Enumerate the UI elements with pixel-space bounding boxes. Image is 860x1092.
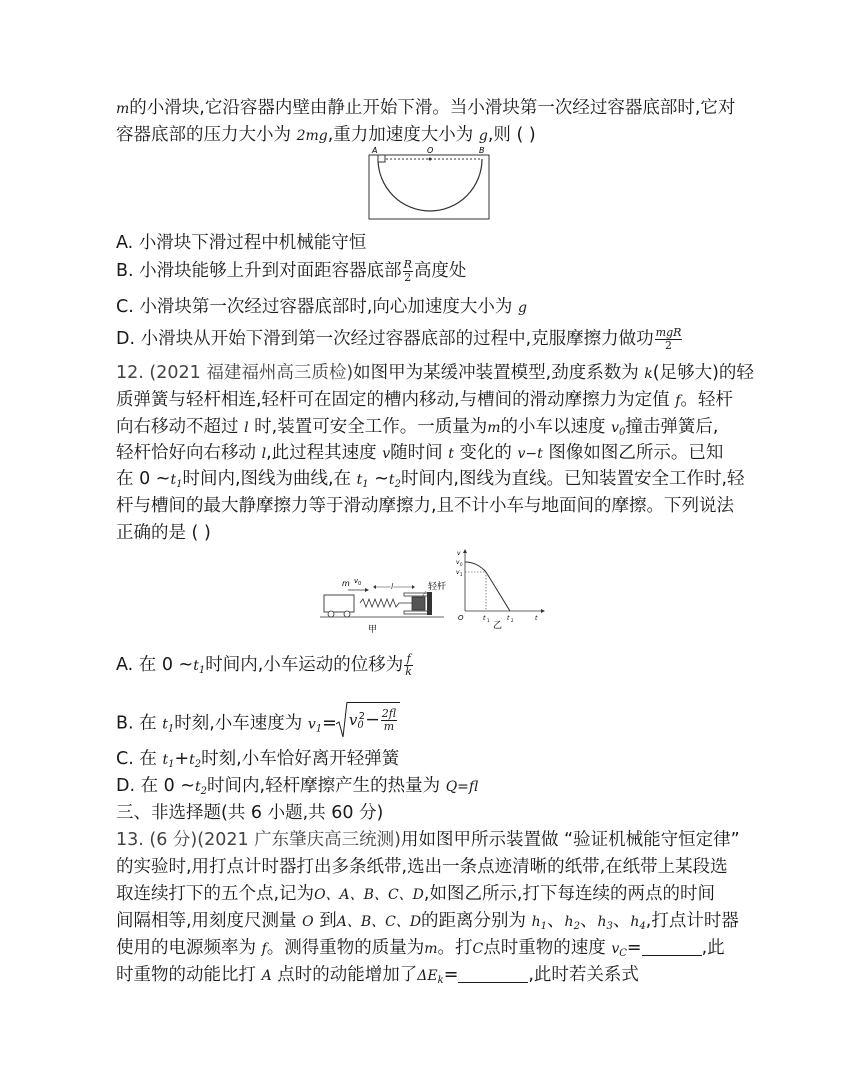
groove-bottom xyxy=(404,611,428,614)
subscript: 1 xyxy=(487,618,490,623)
option-d-text: D. 小滑块从开始下滑到第一次经过容器底部的过程中,克服摩擦力做功 xyxy=(116,329,654,349)
q12-text-3d: 撞击弹簧后, xyxy=(625,417,719,437)
section-heading xyxy=(116,800,383,826)
q13-text-5e: ,此 xyxy=(701,938,725,958)
buffer-device-figure xyxy=(318,575,464,637)
q13-text-5c: 。打 xyxy=(437,938,473,958)
fraction-mgr-over-2 xyxy=(655,327,683,352)
subscript: 4 xyxy=(639,921,646,932)
var-h: h xyxy=(597,914,607,930)
arrow-head xyxy=(541,609,545,613)
q12-line-6 xyxy=(116,493,734,519)
separator: 、 xyxy=(579,911,598,931)
var-g: g xyxy=(517,300,527,316)
arrow-head xyxy=(373,585,376,589)
var-l: l xyxy=(261,446,267,462)
subscript: 2 xyxy=(511,618,514,623)
var-t2: t xyxy=(189,752,195,768)
var-2mg: 2mg xyxy=(296,128,328,144)
frac-den: 2 xyxy=(665,338,673,352)
equals-sign: = xyxy=(322,713,337,734)
q11-text-2: 容器底部的压力大小为 xyxy=(116,125,291,145)
superscript: 2 xyxy=(358,711,366,722)
label-a: A xyxy=(372,146,378,155)
var-l: l xyxy=(244,420,249,436)
subscript: 1 xyxy=(315,723,323,735)
bowl-arc xyxy=(378,159,482,211)
subscript: 0 xyxy=(618,427,626,438)
q13-text-6b: 点时的动能增加了 xyxy=(277,965,418,985)
q13-text-4a: 间隔相等,用刻度尺测量 xyxy=(116,911,297,931)
var-f: f xyxy=(675,393,681,409)
q11-text-4: ,则 ( ) xyxy=(487,125,536,145)
option-c-pre: C. 在 xyxy=(116,749,157,769)
fraction-2fl-over-m xyxy=(381,708,397,733)
q12-text-4d: 变化的 xyxy=(459,443,512,463)
q12-text-5c: 时间内,图线为直线。已知装置安全工作时,轻 xyxy=(400,469,745,489)
q12-text-3c: 的小车以速度 xyxy=(500,417,606,437)
subscript: 0 xyxy=(357,720,364,731)
q11-option-b xyxy=(116,258,466,284)
subscript: 2 xyxy=(194,759,202,770)
cart-body xyxy=(324,595,354,612)
option-a-text: A. 小滑块下滑过程中机械能守恒 xyxy=(116,233,367,253)
q13-line-6 xyxy=(116,962,639,994)
q13-text-3b: ,如图乙所示,打下每连续的两点的时间 xyxy=(423,884,715,904)
subscript: 0 xyxy=(358,581,362,587)
sqrt-expression xyxy=(347,702,400,739)
q13-text-2: 的实验时,用打点计时器打出多条纸带,选出一条点迹清晰的纸带,在纸带上某段选 xyxy=(116,857,728,877)
subscript: 2 xyxy=(200,786,208,797)
arrow-head xyxy=(463,549,467,553)
var-t1: t xyxy=(193,658,199,674)
slider-block xyxy=(378,155,385,162)
var-delta-ek: ΔE xyxy=(417,968,438,984)
frac-num: R xyxy=(403,257,412,271)
q13-text-4c: 的距离分别为 xyxy=(421,911,527,931)
var-t2: t xyxy=(195,779,201,795)
subscript: 1 xyxy=(167,723,175,735)
label-t1: t xyxy=(483,615,486,622)
fraction-f-over-k xyxy=(404,653,413,678)
light-rod xyxy=(412,597,425,610)
q12-text-6: 杆与槽间的最大静摩擦力等于滑动摩擦力,且不计小车与地面间的摩擦。下列说法 xyxy=(116,496,735,516)
point-c: C xyxy=(472,941,484,957)
option-a-pre: A. 在 0 ~ xyxy=(116,655,194,675)
var-f: f xyxy=(261,941,267,957)
subscript: k xyxy=(437,975,444,986)
q13-text-4b: 到 xyxy=(319,911,337,931)
tilde: ~ xyxy=(374,469,389,489)
q13-text-6a: 时重物的动能比打 xyxy=(116,965,256,985)
subscript: 1 xyxy=(168,759,175,770)
label-v0: v xyxy=(354,577,359,585)
var-k: k xyxy=(644,366,653,382)
label-rod: 轻杆 xyxy=(428,582,447,592)
subscript: 1 xyxy=(198,665,206,676)
wheel xyxy=(328,611,334,617)
q12-line-4 xyxy=(116,440,723,467)
vt-line xyxy=(486,572,510,611)
vt-curve xyxy=(465,562,486,572)
q12-line-7 xyxy=(116,520,211,546)
q12-text-3b: 时,装置可安全工作。一质量为 xyxy=(254,417,488,437)
spring xyxy=(360,599,412,607)
sqrt-sign xyxy=(336,702,348,738)
arrow-head xyxy=(365,588,369,592)
subscript: 1 xyxy=(460,572,463,577)
q13-text-1: 用如图甲所示装置做 “验证机械能守恒定律” xyxy=(401,830,740,850)
option-c-text: 时刻,小车恰好离开轻弹簧 xyxy=(201,749,400,769)
q12-text-4a: 轻杆恰好向右移动 xyxy=(116,443,256,463)
point-labels: O、A、B、C、D xyxy=(314,887,424,903)
var-v0: v xyxy=(348,711,358,729)
plus-sign: + xyxy=(174,749,190,769)
var-m: m xyxy=(116,101,130,117)
label-yi: 乙 xyxy=(493,621,503,629)
option-d-pre: D. 在 0 ~ xyxy=(116,776,196,796)
option-c-text: C. 小滑块第一次经过容器底部时,向心加速度大小为 xyxy=(116,297,513,317)
option-b-post: 高度处 xyxy=(413,261,467,281)
q11-option-a xyxy=(116,230,366,256)
var-m: m xyxy=(487,420,501,436)
frac-num: f xyxy=(404,653,413,666)
wheel xyxy=(344,611,350,617)
separator: 、 xyxy=(547,911,565,931)
label-origin: O xyxy=(458,614,464,622)
bowl-figure xyxy=(366,145,492,221)
q12-text-5a: 在 0 ~ xyxy=(116,469,171,489)
q12-text-7: 正确的是 ( ) xyxy=(116,523,211,543)
var-t1: t xyxy=(170,472,177,488)
option-a-text: 时间内,小车运动的位移为 xyxy=(205,655,404,675)
subscript: 3 xyxy=(606,921,613,932)
q12-option-a xyxy=(116,652,414,684)
q12-number: 12. (2021 福建福州高三质检) xyxy=(116,363,354,383)
container-outline xyxy=(369,155,489,219)
label-v0: v xyxy=(456,559,460,566)
label-l: l xyxy=(391,582,394,591)
q12-line-2 xyxy=(116,387,733,414)
q13-text-5b: 。测得重物的质量为 xyxy=(266,938,425,958)
subscript: 2 xyxy=(394,479,401,490)
q13-text-3a: 取连续打下的五个点,记为 xyxy=(116,884,315,904)
section-3-title: 三、非选择题(共 6 小题,共 60 分) xyxy=(116,803,384,823)
q12-text-4e: 图像如图乙所示。已知 xyxy=(548,443,724,463)
q12-text-5b: 时间内,图线为曲线,在 xyxy=(182,469,352,489)
q11-line-1 xyxy=(116,95,735,122)
q12-text-3a: 向右移动不超过 xyxy=(116,417,239,437)
var-t1: t xyxy=(356,472,363,488)
q13-text-6c: ,此时若关系式 xyxy=(528,965,639,985)
option-b-pre: B. 在 xyxy=(116,713,157,734)
var-t2: t xyxy=(388,472,395,488)
q12-text-1b: (足够大)的轻 xyxy=(652,363,754,383)
equals-sign: = xyxy=(443,965,459,985)
q12-text-4c: 随时间 xyxy=(390,443,443,463)
var-v1: v xyxy=(307,716,316,733)
subscript: 0 xyxy=(460,562,463,567)
label-t: t xyxy=(535,615,538,622)
frac-den: k xyxy=(405,664,412,678)
q13-text-5a: 使用的电源频率为 xyxy=(116,938,256,958)
label-b: B xyxy=(479,146,485,155)
answer-blank-delta-ek[interactable] xyxy=(458,966,528,983)
var-h: h xyxy=(630,914,640,930)
label-m: m xyxy=(342,579,350,588)
label-v: v xyxy=(457,550,461,557)
point-labels: A、B、C、D xyxy=(336,914,422,930)
separator: 、 xyxy=(612,911,631,931)
q11-text-1: 的小滑块,它沿容器内壁由静止开始下滑。当小滑块第一次经过容器底部时,它对 xyxy=(129,98,736,118)
q13-text-4d: ,打点计时器 xyxy=(645,911,739,931)
arrow-head xyxy=(412,585,415,589)
formula-q: Q=fl xyxy=(445,779,479,795)
vt-graph-figure xyxy=(455,547,547,629)
frac-num: 2fl xyxy=(381,706,397,720)
center-point xyxy=(429,158,432,161)
q13-line-2 xyxy=(116,854,728,880)
label-t2: t xyxy=(507,615,510,622)
option-d-text: 时间内,轻杆摩擦产生的热量为 xyxy=(207,776,441,796)
subscript: 1 xyxy=(540,921,548,932)
var-g: g xyxy=(478,128,488,144)
q13-line-1 xyxy=(116,827,740,853)
equals-sign: = xyxy=(626,938,642,958)
q11-option-c xyxy=(116,294,527,321)
label-v1: v xyxy=(456,569,460,576)
var-v: v xyxy=(382,446,391,462)
subscript: 1 xyxy=(176,479,183,490)
var-m: m xyxy=(424,941,438,957)
label-o: O xyxy=(427,146,434,155)
var-t: t xyxy=(448,446,454,462)
var-v0: v xyxy=(611,420,619,436)
q13-text-5d: 点时重物的速度 xyxy=(483,938,606,958)
var-vt: v−t xyxy=(517,446,543,462)
q11-option-d xyxy=(116,326,683,352)
q13-line-3 xyxy=(116,881,715,908)
frac-den: 2 xyxy=(404,270,412,284)
q12-text-2: 质弹簧与轻杆相连,轻杆可在固定的槽内移动,与槽间的滑动摩擦力为定值 xyxy=(116,390,670,410)
label-jia: 甲 xyxy=(368,625,378,635)
var-t1: t xyxy=(162,752,169,768)
q12-text-4b: ,此过程其速度 xyxy=(266,443,377,463)
var-t1: t xyxy=(162,716,168,733)
point-a: A xyxy=(261,968,272,984)
q12-text-1: 如图甲为某缓冲装置模型,劲度系数为 xyxy=(353,363,639,383)
var-h: h xyxy=(564,914,574,930)
q12-line-1 xyxy=(116,360,754,387)
frac-num: mgR xyxy=(655,325,682,339)
option-b-text: 时刻,小车速度为 xyxy=(174,713,303,734)
point-o: O xyxy=(302,914,314,930)
subscript: 1 xyxy=(362,479,369,490)
answer-blank-vc[interactable] xyxy=(642,939,702,956)
subscript: 2 xyxy=(573,921,580,932)
minus-sign: − xyxy=(365,710,380,730)
option-b-text: B. 小滑块能够上升到对面距容器底部 xyxy=(116,261,402,281)
frac-den: m xyxy=(383,719,395,733)
q12-text-2b: 。轻杆 xyxy=(680,390,733,410)
var-vc: v xyxy=(611,941,620,957)
q12-option-b xyxy=(116,705,400,743)
fraction-r-over-2 xyxy=(403,259,413,284)
q13-number: 13. (6 分)(2021 广东肇庆高三统测) xyxy=(116,830,401,850)
groove-wall xyxy=(427,592,432,615)
var-h: h xyxy=(531,914,541,930)
subscript: C xyxy=(619,948,627,959)
q11-text-3: ,重力加速度大小为 xyxy=(327,125,474,145)
